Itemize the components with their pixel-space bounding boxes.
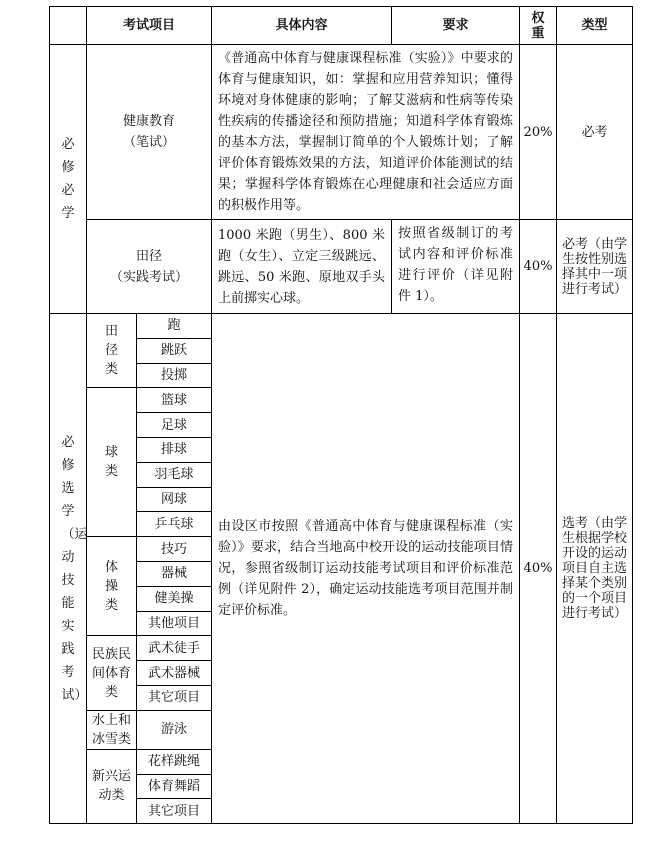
sport-item: 体育舞蹈 bbox=[137, 774, 212, 799]
track-content: 1000 米跑（男生）、800 米跑（女生）、立定三级跳远、跳远、50 米跑、原地双手头上前掷实心球。 bbox=[212, 220, 392, 314]
category-label: 球类 bbox=[105, 445, 119, 480]
sport-item: 游泳 bbox=[137, 710, 212, 749]
track-requirement: 按照省级制订的考试内容和评价标准进行评价（详见附件 1）。 bbox=[392, 220, 520, 314]
category-label: 水上和冰雪类 bbox=[92, 712, 132, 747]
header-requirement: 要求 bbox=[392, 7, 520, 45]
sport-item: 羽毛球 bbox=[137, 462, 212, 487]
sport-item: 网球 bbox=[137, 487, 212, 512]
sport-item: 其它项目 bbox=[137, 799, 212, 824]
sport-item: 跑 bbox=[137, 314, 212, 339]
sport-item: 花样跳绳 bbox=[137, 749, 212, 774]
compulsory-group-label: 必修必学 bbox=[61, 137, 75, 221]
sport-item: 乒乓球 bbox=[137, 512, 212, 537]
health-weight: 20% bbox=[520, 45, 557, 220]
elective-group-label: 必修选学（运动技能实践考试） bbox=[61, 434, 88, 703]
exam-table bbox=[49, 6, 633, 824]
health-item-cell bbox=[87, 45, 212, 220]
sport-item: 健美操 bbox=[137, 586, 212, 611]
sport-item: 技巧 bbox=[137, 537, 212, 562]
elective-group-cell bbox=[50, 314, 87, 824]
health-type: 必考 bbox=[557, 45, 633, 220]
track-type: 必考（由学生按性别选择其中一项进行考试） bbox=[557, 220, 633, 314]
elective-weight: 40% bbox=[520, 314, 557, 824]
header-row bbox=[50, 7, 633, 45]
sport-item: 武术徒手 bbox=[137, 636, 212, 661]
sport-item: 足球 bbox=[137, 413, 212, 438]
track-mode: （实践考试） bbox=[109, 269, 188, 285]
elective-content: 由设区市按照《普通高中体育与健康课程标准（实验）》要求，结合当地高中校开设的运动技能项目情况，参照省级制订运动技能考试项目和评价标准范例（详见附件 2），确定运动技能选考项目范围并制定评价标准。 bbox=[212, 314, 520, 824]
header-content: 具体内容 bbox=[212, 7, 392, 45]
category-label: 田径类 bbox=[105, 324, 119, 378]
header-weight-text: 权重 bbox=[531, 10, 545, 41]
sport-item: 武术器械 bbox=[137, 661, 212, 686]
category-label: 民族民间体育类 bbox=[92, 646, 132, 700]
category-label: 新兴运动类 bbox=[92, 769, 132, 804]
track-row bbox=[50, 220, 633, 314]
category-cell bbox=[87, 537, 137, 636]
elective-type: 选考（由学生根据学校开设的运动项目自主选择某个类别的一个项目进行考试） bbox=[557, 314, 633, 824]
header-blank bbox=[50, 7, 87, 45]
sport-item: 其它项目 bbox=[137, 685, 212, 710]
health-content: 《普通高中体育与健康课程标准（实验）》中要求的体育与健康知识，如：掌握和应用营养知识；懂得环境对身体健康的影响；了解艾滋病和性病等传染性疾病的传播途径和预防措施；知道科学体育锻炼的基本方法，掌握制订简单的个人锻炼计划；了解评价体育锻炼效果的方法，知道评价体能测试的结果；掌握科学体育锻炼在心理健康和社会适应方面的积极作用等。 bbox=[212, 45, 520, 220]
track-item-cell bbox=[87, 220, 212, 314]
health-row bbox=[50, 45, 633, 220]
health-name: 健康教育 bbox=[122, 114, 175, 129]
elective-row bbox=[50, 314, 633, 339]
header-type: 类型 bbox=[557, 7, 633, 45]
category-cell bbox=[87, 710, 137, 749]
sport-item: 其他项目 bbox=[137, 611, 212, 636]
sport-item: 跳跃 bbox=[137, 338, 212, 363]
sport-item: 投掷 bbox=[137, 363, 212, 388]
header-item: 考试项目 bbox=[87, 7, 212, 45]
header-weight bbox=[520, 7, 557, 45]
track-weight: 40% bbox=[520, 220, 557, 314]
sport-item: 篮球 bbox=[137, 388, 212, 413]
sport-item: 器械 bbox=[137, 561, 212, 586]
category-label: 体操类 bbox=[105, 559, 119, 613]
category-cell bbox=[87, 749, 137, 823]
health-mode: （笔试） bbox=[122, 135, 175, 150]
category-cell bbox=[87, 314, 137, 388]
category-cell bbox=[87, 388, 137, 537]
track-name: 田径 bbox=[135, 248, 162, 264]
compulsory-group-cell bbox=[50, 45, 87, 314]
sport-item: 排球 bbox=[137, 437, 212, 462]
category-cell bbox=[87, 636, 137, 710]
